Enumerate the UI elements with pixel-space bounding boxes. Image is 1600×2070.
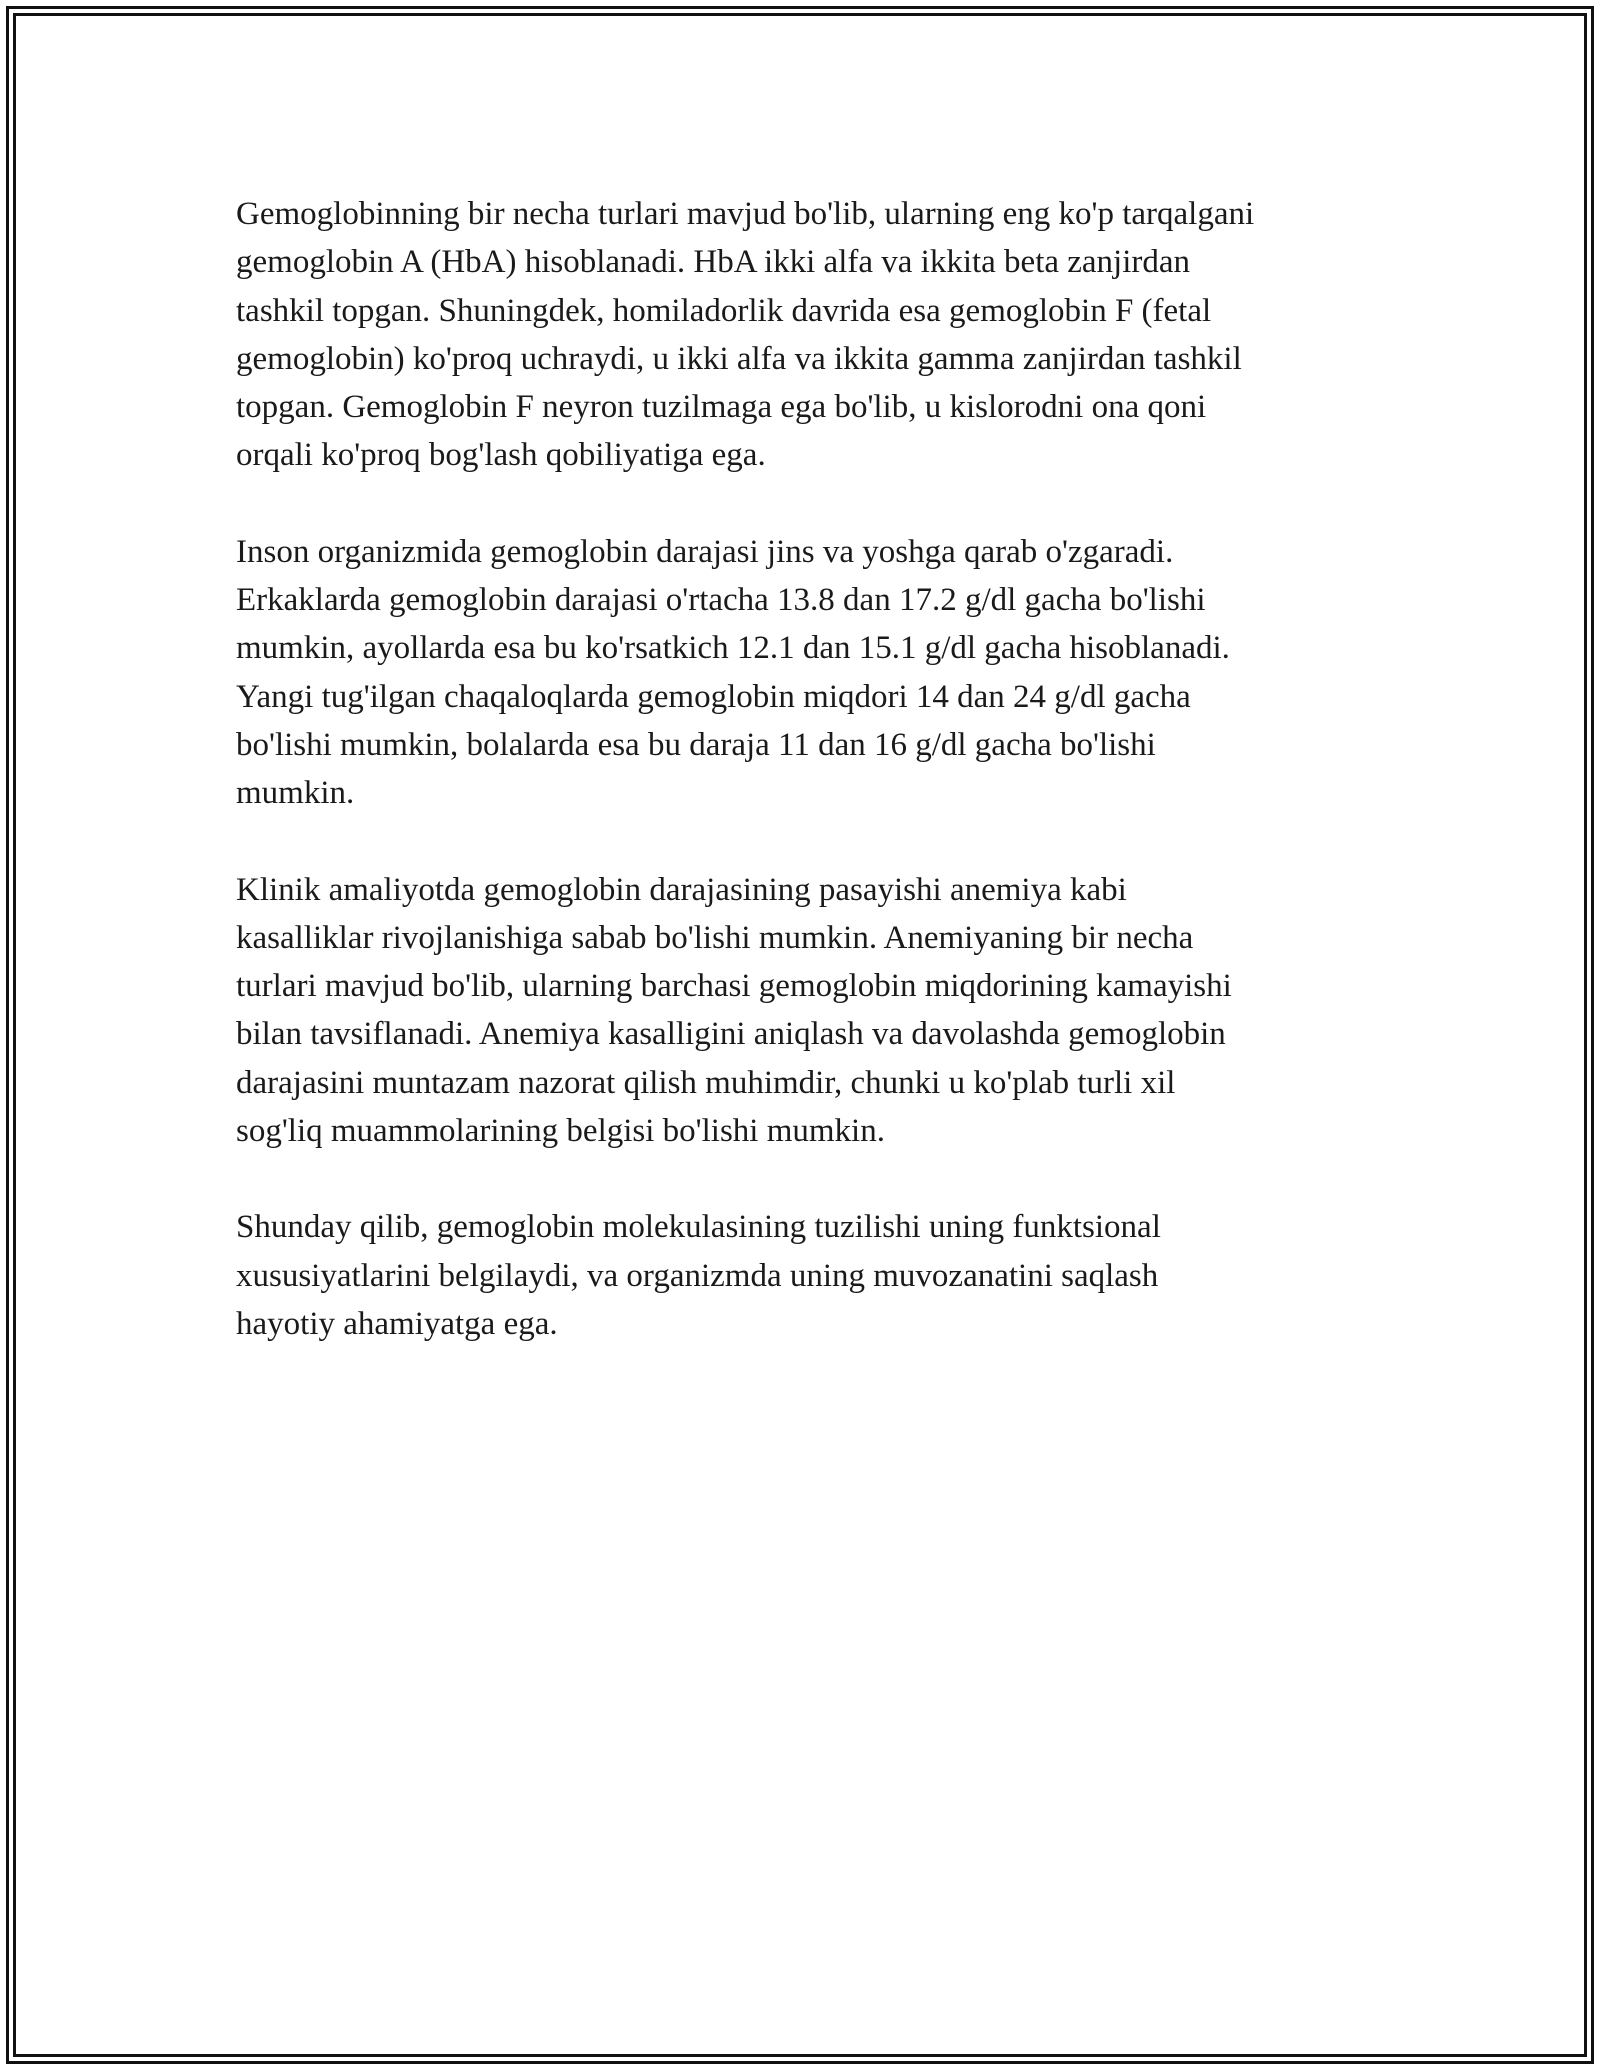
paragraph-hemoglobin-levels: Inson organizmida gemoglobin darajasi jins va yoshga qarab o'zgaradi. Erkaklarda gemoglobin darajasi o'rtacha 13.8 dan 17.2 g/dl gacha bo'lishi mumkin, ayollarda esa bu ko'rsatkich 12.1 dan 15.1 g/dl gacha hisoblanadi. Yangi tug'ilgan chaqaloqlarda gemoglobin miqdori 14 dan 24 g/dl gacha bo'lishi mumkin, bolalarda esa bu daraja 11 dan 16 g/dl gacha bo'lishi mumkin. [236,533,1230,812]
paragraph-clinical-anemia: Klinik amaliyotda gemoglobin darajasining pasayishi anemiya kabi kasalliklar rivojlanishiga sabab bo'lishi mumkin. Anemiyaning bir necha turlari mavjud bo'lib, ularning barchasi gemoglobin miqdorining kamayishi bilan tavsiflanadi. Anemiya kasalligini aniqlash va davolashda gemoglobin darajasini muntazam nazorat qilish muhimdir, chunki u ko'plab turli xil sog'liq muammolarining belgisi bo'lishi mumkin. [236,871,1232,1150]
document-body [236,190,1386,1396]
paragraph-hemoglobin-types: Gemoglobinning bir necha turlari mavjud bo'lib, ularning eng ko'p tarqalgani gemoglobin A (HbA) hisoblanadi. HbA ikki alfa va ikkita beta zanjirdan tashkil topgan. Shuningdek, homiladorlik davrida esa gemoglobin F (fetal gemoglobin) ko'proq uchraydi, u ikki alfa va ikkita gamma zanjirdan tashkil topgan. Gemoglobin F neyron tuzilmaga ega bo'lib, u kislorodni ona qoni orqali ko'proq bog'lash qobiliyatiga ega. [236,196,1255,474]
paragraph-conclusion: Shunday qilib, gemoglobin molekulasining tuzilishi uning funktsional xususiyatlarini belgilaydi, va organizmda uning muvozanatini saqlash hayotiy ahamiyatga ega. [236,1209,1161,1342]
